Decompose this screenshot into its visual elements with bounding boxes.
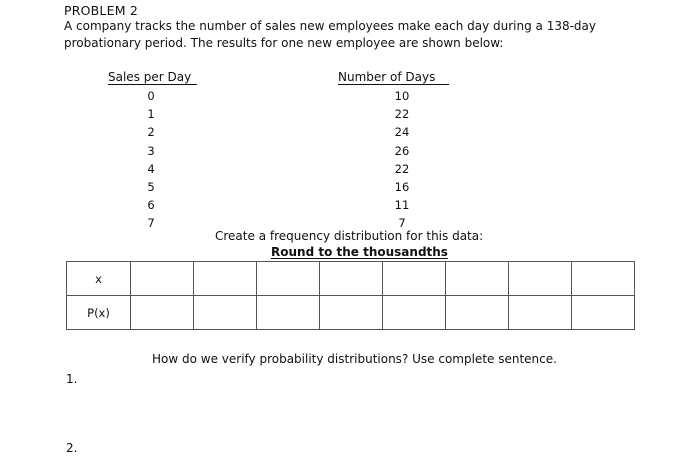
days-value: 24 bbox=[394, 125, 410, 140]
sales-per-day-header: Sales per Day bbox=[108, 70, 197, 85]
problem-heading: PROBLEM 2 bbox=[64, 3, 139, 18]
number-of-days-column bbox=[385, 87, 419, 233]
px-row bbox=[67, 296, 635, 330]
days-value: 10 bbox=[394, 89, 410, 103]
x-row bbox=[67, 262, 635, 296]
sales-per-day-column bbox=[138, 87, 164, 233]
verification-question: How do we verify probability distributions? Use complete sentence. bbox=[152, 352, 557, 366]
days-value: 7 bbox=[398, 216, 406, 231]
px-cell[interactable] bbox=[194, 296, 257, 330]
x-cell[interactable] bbox=[446, 262, 509, 296]
x-cell[interactable] bbox=[572, 262, 635, 296]
problem-intro-line-2: probationary period. The results for one new employee are shown below: bbox=[64, 36, 504, 50]
sales-value: 5 bbox=[147, 179, 155, 194]
x-cell[interactable] bbox=[320, 262, 383, 296]
problem-intro-line-1: A company tracks the number of sales new employees make each day during a 138-day bbox=[64, 19, 596, 33]
sales-value: 4 bbox=[147, 161, 155, 176]
days-value: 22 bbox=[394, 107, 410, 122]
x-cell[interactable] bbox=[194, 262, 257, 296]
answer-item-2: 2. bbox=[66, 441, 78, 455]
frequency-distribution-table bbox=[66, 261, 635, 330]
days-value: 11 bbox=[394, 198, 410, 213]
days-value: 22 bbox=[394, 161, 410, 176]
px-cell[interactable] bbox=[572, 296, 635, 330]
sales-value: 3 bbox=[147, 143, 155, 158]
sales-value: 2 bbox=[147, 125, 155, 140]
px-cell[interactable] bbox=[383, 296, 446, 330]
px-cell[interactable] bbox=[257, 296, 320, 330]
x-cell[interactable] bbox=[131, 262, 194, 296]
days-value: 16 bbox=[394, 179, 410, 194]
sales-value: 7 bbox=[147, 216, 155, 231]
days-value: 26 bbox=[394, 143, 410, 158]
x-cell[interactable] bbox=[509, 262, 572, 296]
px-cell[interactable] bbox=[509, 296, 572, 330]
answer-item-1: 1. bbox=[66, 372, 78, 386]
x-cell[interactable] bbox=[257, 262, 320, 296]
round-instruction: Round to the thousandths bbox=[271, 245, 448, 259]
px-cell[interactable] bbox=[131, 296, 194, 330]
number-of-days-header: Number of Days bbox=[338, 70, 449, 85]
px-cell[interactable] bbox=[320, 296, 383, 330]
x-row-label: x bbox=[67, 262, 131, 296]
sales-value: 6 bbox=[147, 198, 155, 213]
px-cell[interactable] bbox=[446, 296, 509, 330]
px-row-label: P(x) bbox=[67, 296, 131, 330]
create-instruction: Create a frequency distribution for this data: bbox=[215, 229, 484, 243]
x-cell[interactable] bbox=[383, 262, 446, 296]
sales-value: 1 bbox=[147, 107, 155, 122]
sales-value: 0 bbox=[147, 89, 155, 103]
